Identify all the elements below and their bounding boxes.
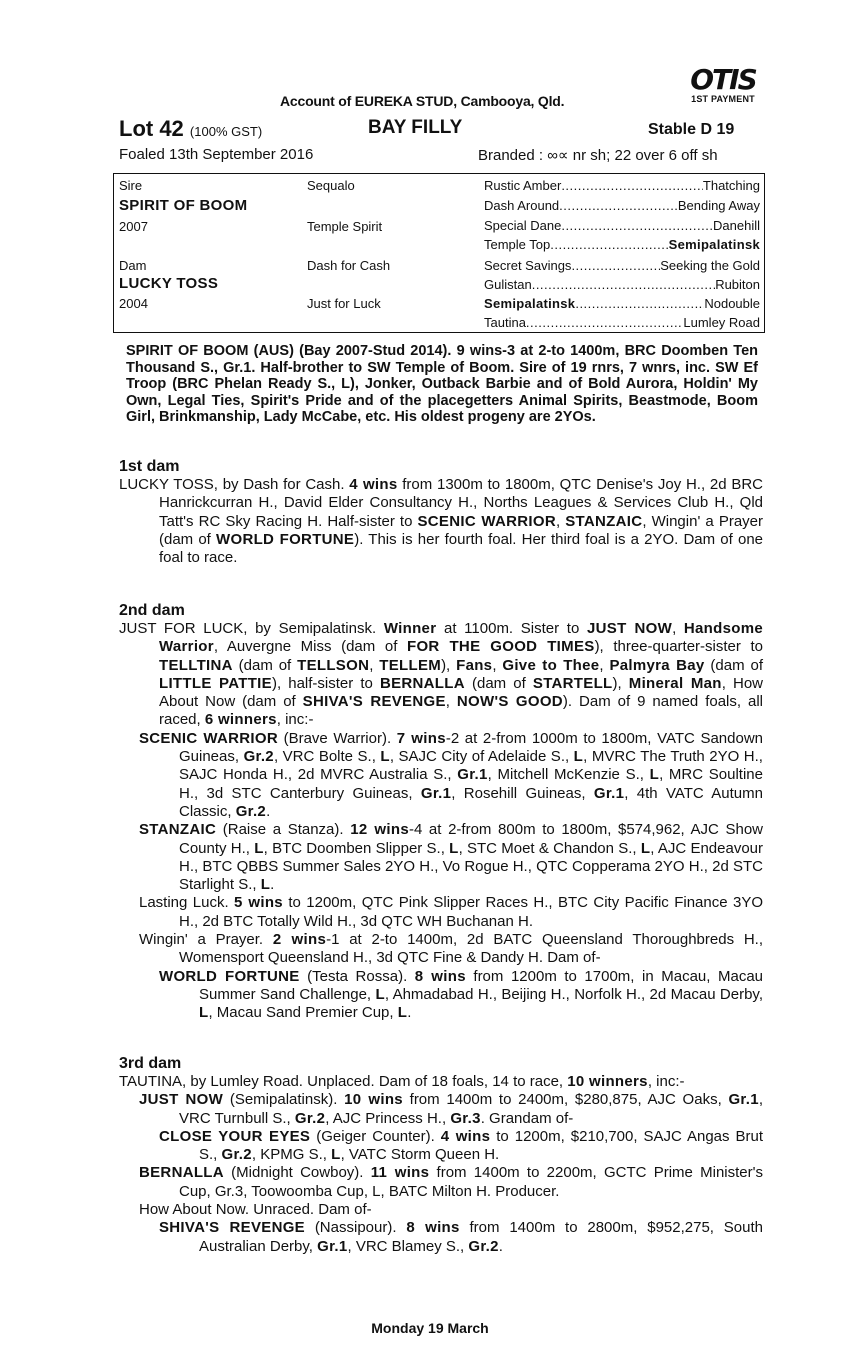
sire-label: Sire [119,178,143,193]
dam-paragraph: LUCKY TOSS, by Dash for Cash. 4 wins from 1300m to 1800m, QTC Denise's Joy H., 2d BRC Hanrickcurran H., David Elder Consultancy H., Norths Leagues & Services Club H., Qld Tatt's RC Sky Racing H. Half-sister to SCENIC WARRIOR, STANZAIC, Wingin' a Prayer (dam of WORLD FORTUNE). This is her fourth foal. Her third foal is a 2YO. Dam of one foal to race. [119,476,763,567]
gen3-row: Tautina ..... Lumley Road [484,315,760,330]
progeny-entry: Lasting Luck. 5 wins to 1200m, QTC Pink Slipper Races H., BTC City Pacific Finance 3YO H., 2d BTC Totally Wild H., 3d QTC WH Buchanan H. [139,894,763,930]
grand-progeny-entry: WORLD FORTUNE (Testa Rossa). 8 wins from 1200m to 1700m, in Macau, Macau Summer Sand Challenge, L, Ahmadabad H., Beijing H., Norfolk H., 2d Macau Derby, L, Macau Sand Premier Cup, L. [159,967,764,1022]
progeny-entry: BERNALLA (Midnight Cowboy). 11 wins from 1400m to 2200m, GCTC Prime Minister's Cup, Gr.3, Toowoomba Cup, L, BATC Milton H. Producer. [139,1164,763,1200]
sire-sire: Sequalo [307,178,355,193]
section-heading: 3rd dam [119,1055,182,1072]
logo-subtitle: 1ST PAYMENT [691,94,755,104]
progeny-entry: STANZAIC (Raise a Stanza). 12 wins-4 at 2-from 800m to 1800m, $574,962, AJC Show County H., L, BTC Doomben Slipper S., L, STC Moet & Chandon S., L, AJC Endeavour H., BTC QBBS Summer Sales 2YO H., Vo Rogue H., QTC Copperama 2YO H., 2d STC Starlight S., L. [139,821,764,894]
gen3-row: Dash Around ..... Bending Away [484,198,760,213]
third-dam-section [119,1055,763,1256]
otis-logo [684,63,762,104]
lot-label: Lot 42 [119,116,184,141]
foaled-date: Foaled 13th September 2016 [119,146,314,163]
gen3-row: Secret Savings ..... Seeking the Gold [484,258,760,273]
sale-date-footer: Monday 19 March [371,1320,489,1336]
section-heading: 2nd dam [119,602,185,619]
gen3-row: Rustic Amber ..... Thatching [484,178,760,193]
dam-paragraph: JUST FOR LUCK, by Semipalatinsk. Winner at 1100m. Sister to JUST NOW, Handsome Warrior, Auvergne Miss (dam of FOR THE GOOD TIMES), three-quarter-sister to TELLTINA (dam of TELLSON, TELLEM), Fans, Give to Thee, Palmyra Bay (dam of LITTLE PATTIE), half-sister to BERNALLA (dam of STARTELL), Mineral Man, How About Now (dam of SHIVA'S REVENGE, NOW'S GOOD). Dam of 9 named foals, all raced, 6 winners, inc:- [119,620,764,729]
first-dam-section [119,458,763,567]
dam-sire: Dash for Cash [307,258,391,273]
gen3-row: Temple Top ..... Semipalatinsk [484,237,760,252]
sire-summary: SPIRIT OF BOOM (AUS) (Bay 2007-Stud 2014). 9 wins-3 at 2-to 1400m, BRC Doomben Ten Thousand S., Gr.1. Half-brother to SW Temple of Boom. Sire of 19 rnrs, 7 wnrs, inc. SW Ef Troop (BRC Phelan Ready S., L), Jonker, Outback Barbie and of Bold Aurora, Holdin' My Own, Legal Ties, Spirit's Pride and of the placegetters Animal Spirits, Beastmode, Boom Girl, Brinkmanship, Lady McCabe, etc. His oldest progeny are 2YOs. [126,343,758,425]
progeny-entry: JUST NOW (Semipalatinsk). 10 wins from 1400m to 2400m, $280,875, AJC Oaks, Gr.1, VRC Turnbull S., Gr.2, AJC Princess H., Gr.3. Grandam of- [139,1091,764,1127]
grand-progeny-entry: CLOSE YOUR EYES (Geiger Counter). 4 wins to 1200m, $210,700, SAJC Angas Brut S., Gr.2, KPMG S., L, VATC Storm Queen H. [159,1127,764,1164]
pedigree-table [113,173,765,333]
brand-marks: Branded : ∞∝ nr sh; 22 over 6 off sh [478,147,718,164]
gen3-row: Gulistan ..... Rubiton [484,277,760,292]
sire-year: 2007 [119,219,148,234]
dam-name: LUCKY TOSS [119,275,219,292]
gen3-row: Semipalatinsk ..... Nodouble [484,296,760,311]
progeny-entry: SCENIC WARRIOR (Brave Warrior). 7 wins-2 at 2-from 1000m to 1800m, VATC Sandown Guineas, Gr.2, VRC Bolte S., L, SAJC City of Adelaide S., L, MVRC The Truth 2YO H., SAJC Honda H., 2d MVRC Australia S., Gr.1, Mitchell McKenzie S., L, MRC Soultine H., 3d STC Canterbury Guineas, Gr.1, Rosehill Guineas, Gr.1, 4th VATC Autumn Classic, Gr.2. [139,729,763,820]
dam-dam: Just for Luck [307,296,381,311]
stable-location: Stable D 19 [648,121,735,138]
dam-year: 2004 [119,296,148,311]
progeny-entry: Wingin' a Prayer. 2 wins-1 at 2-to 1400m, 2d BATC Queensland Thoroughbreds H., Womensport Queensland H., 3d QTC Fine & Dandy H. Dam of- [139,931,764,967]
gst-note: (100% GST) [189,124,263,139]
second-dam-section [119,602,763,1023]
progeny-entry: How About Now. Unraced. Dam of- [139,1201,372,1219]
vendor-account: Account of EUREKA STUD, Cambooya, Qld. [280,93,565,109]
dam-label: Dam [119,258,147,273]
sire-name: SPIRIT OF BOOM [119,197,248,214]
lot-number [119,116,262,142]
dam-paragraph: TAUTINA, by Lumley Road. Unplaced. Dam of 18 foals, 14 to race, 10 winners, inc:- [119,1073,685,1090]
gen3-row: Special Dane ..... Danehill [484,218,760,233]
section-heading: 1st dam [119,458,180,475]
sire-dam: Temple Spirit [307,219,383,234]
logo-text: OTIS [690,63,756,96]
horse-description: BAY FILLY [368,117,463,138]
grand-progeny-entry: SHIVA'S REVENGE (Nassipour). 8 wins from 1400m to 2800m, $952,275, South Australian Derby, Gr.1, VRC Blamey S., Gr.2. [159,1219,763,1255]
